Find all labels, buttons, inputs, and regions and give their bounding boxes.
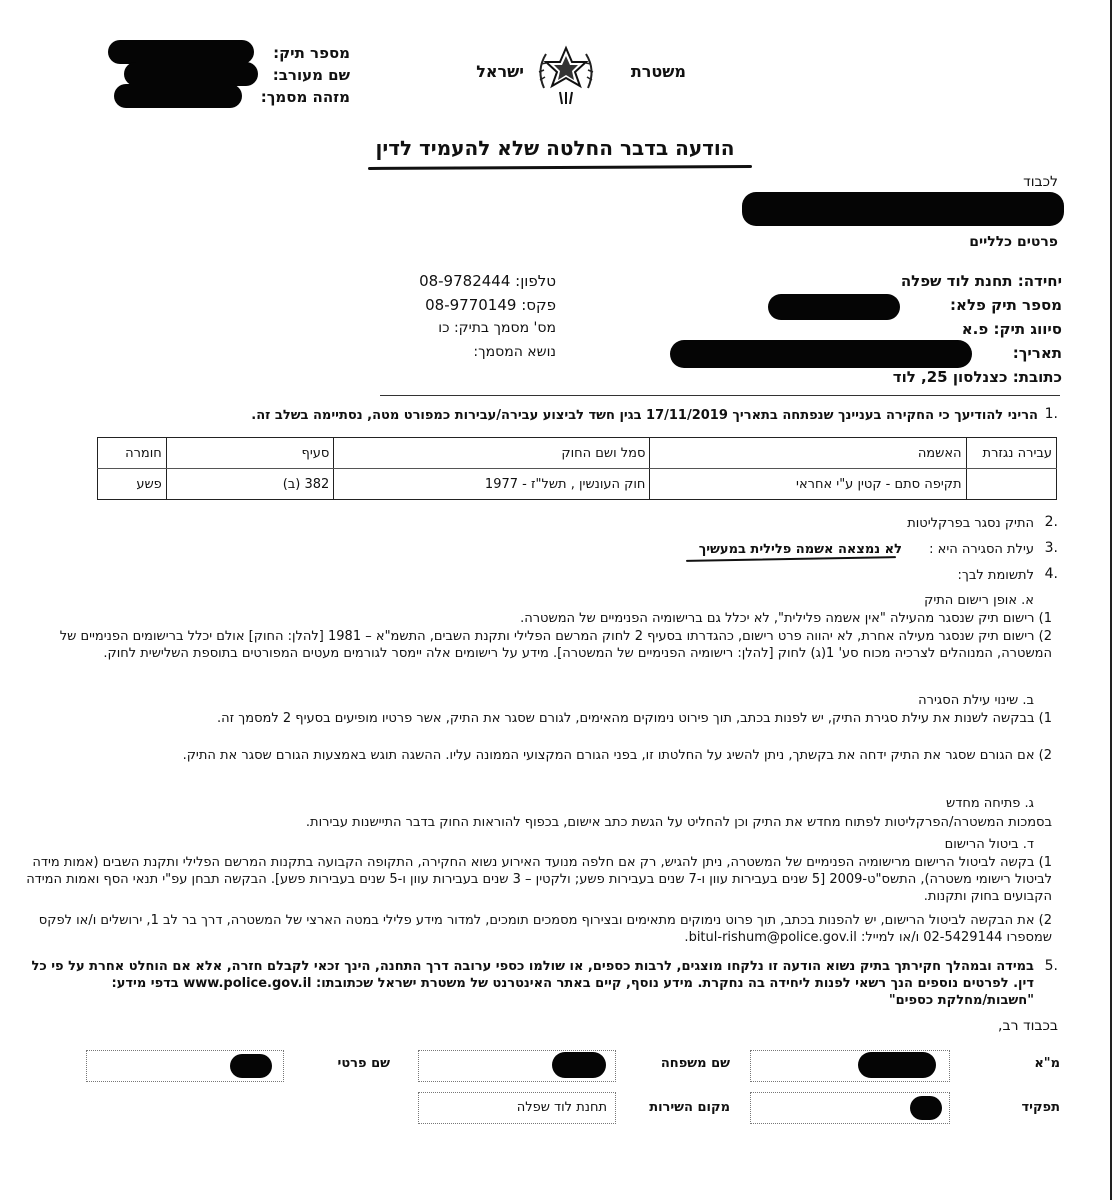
item-5-number: 5. [1044,958,1058,974]
redaction-date [670,340,972,368]
table-row [98,469,1057,500]
last-name-label: שם משפחה [660,1056,730,1071]
item-1-number: 1. [1044,406,1058,422]
phone-field: טלפון: 08-9782444 [419,272,556,290]
suspect-label: שם מעורב: [272,66,350,84]
item-4-number: 4. [1044,566,1058,582]
section-d-2: 2) את הבקשה לביטול הרישום, יש להפנות בכתב, תוך פרוט נימוקים מתאימים ובצירוף מסמכים תומכים, למדור מידע פלילי במטה הארצי של המשטרה, דרך בר לב 1, ירושלים ו/או לפקס שמספרו 02-5429144 ו/או למייל: bitul-rishum@police.gov.il. [38,913,1052,945]
service-label: מקום השירות [649,1100,730,1115]
classification-field: סיווג תיק: פ.א [961,320,1062,338]
ma-label: מ"א [1034,1056,1060,1071]
redaction-first-name [230,1054,272,1078]
table-header: עבירה נגזרת [966,438,1056,469]
police-emblem-icon [530,40,602,112]
address-field: כתובת: כצנלסון 25, לוד [892,368,1062,386]
item-3-reason: לא נמצאה אשמה פלילית במעשיך [698,542,902,557]
to-label: לכבוד [1023,174,1058,190]
section-b-2: 2) אם הגורם שסגר את התיק ידחה את בקשתך, ניתן להשיג על החלטתו זו, בפני הגורם המקצועי הממונה עליו. ההשגה תוגש באמצעות הגורם שסגר את התיק. [182,748,1052,763]
doc-id-label: מזהה מסמך: [260,88,350,106]
table-header: האשמה [650,438,966,469]
item-3-number: 3. [1044,540,1058,556]
table-cell: 382 (ב) [166,469,334,500]
redaction-ma [858,1052,936,1078]
unit-field: יחידה: תחנת לוד שפלה [900,272,1062,290]
section-b-1: 1) בבקשה לשנות את עילת סגירת התיק, יש לפנות בכתב, תוך פירוט נימוקים מהאימים, לגורם שסגר את התיק, אשר פרטיו מופיעים בסעיף 2 למסמך זה. [217,711,1052,726]
service-value: תחנת לוד שפלה [516,1100,607,1115]
general-details-label: פרטים כלליים [969,234,1058,250]
table-header: חומרה [98,438,167,469]
role-label: תפקיד [1021,1100,1060,1115]
redaction-pela-no [768,294,900,320]
file-no-label: מספר תיק: [273,44,350,62]
doc-count-field: מס' מסמך בתיק: כו [438,320,556,336]
redaction-suspect-name [124,62,258,86]
title-underline [368,165,752,170]
redaction-file-no [108,40,254,64]
first-name-label: שם פרטי [337,1056,390,1071]
table-header: סמל ושם החוק [334,438,650,469]
redaction-role [910,1096,942,1120]
item-5-text: במידה ובמהלך חקירתך בתיק נשוא הודעה זו נלקחו מוצגים, לרבות כספים, או שולמו כספי ערובה דרך התחנה, הינך זכאי לקבלם חזרה, אלא אם הוחלט אחרת על פי כל דין. לפרטים נוספים הנך רשאי לפנות ליחידה בה נחקרת. מידע נוסף, קיים באתר האינטרנט של משטרת ישראל שכתובתו: www.police.gov.il בדפי מידע: "חשבות/מחלקת כספים" [31,959,1034,1008]
divider-line [380,395,1060,396]
section-a-title: א. אופן רישום התיק [924,593,1034,608]
signoff: בכבוד רב, [998,1018,1058,1034]
section-d-1: 1) בקשה לביטול הרישום מרישומיה הפנימיים של המשטרה, ניתן להגיש, רק אם חלפה מנועד האירוע נשוא החקירה, התקופה הקבועה בתקנות המרשם הפלילי ותקנת השבים (אמות מידה לביטול רישומי משטרה), התשס"ט-2009 [5 שנים בעבירות עוון ו-7 שנים בעבירות פשע; ולקטין – 3 שנים בעבירות עוון ו-5 שנים בעבירות פשע]. הבקשה תבחן עפ"י תנאי הסף ואמות המידה הקבועים בחוק ותקנות. [26,855,1052,904]
item-1-text: הריני להודיעך כי החקירה בעניינך שנפתחה בתאריך 17/11/2019 בגין חשד לביצוע עבירה/עבירות כמפורט מטה, נסתיימה בשלב זה. [251,408,1038,423]
item-2-text: התיק נסגר בפרקליטות [907,516,1034,531]
section-b-title: ב. שינוי עילת הסגירה [918,693,1034,708]
table-header: סעיף [166,438,334,469]
redaction-recipient [742,192,1064,226]
section-c-title: ג. פתיחה מחדש [946,796,1034,811]
pela-no-label: מספר תיק פלא: [950,296,1062,314]
fax-field: פקס: 08-9770149 [425,296,556,314]
table-cell: חוק העונשין , תשל"ז - 1977 [334,469,650,500]
redaction-doc-id [114,84,242,108]
offenses-table [97,437,1057,500]
date-label: תאריך: [1012,344,1062,362]
table-cell: תקיפה סתם - קטין ע"י אחראי [650,469,966,500]
redaction-last-name [552,1052,606,1078]
subject-label: נושא המסמך: [473,344,556,360]
item-2-number: 2. [1044,514,1058,530]
section-a-2: 2) רישום תיק שנסגר מעילה אחרת, לא יהווה פרט רישום, כהגדרתו בסעיף 2 לחוק המרשם הפלילי ותקנת השבים, התשמ"א – 1981 [להלן: החוק] אולם יכלל ברישומים הפנימיים של המשטרה, המנוהלים לצרכיה מכוח סע' 1(ג) לחוק [להלן: רישומיה הפנימיים של המשטרה]. מידע על רישומים אלה יימסר לגורמים מעטים המפורטים בתוספת השלישית לחוק. [59,629,1052,661]
org-name-police: משטרת [630,62,686,81]
table-cell [966,469,1056,500]
section-d-title: ד. ביטול הרישום [944,837,1034,852]
section-a-1: 1) רישום תיק שנסגר מהעילה "אין אשמה פלילית", לא יכלל גם ברישומיה הפנימיים של המשטרה. [520,611,1052,626]
table-header-row [98,438,1057,469]
service-field [418,1092,616,1124]
item-4-text: לתשומת לבך: [957,568,1034,583]
item-3-label: עילת הסגירה היא : [929,542,1034,557]
org-name-israel: ישראל [476,62,524,81]
section-c-1: בסמכות המשטרה/הפרקליטות לפתוח מחדש את התיק וכן להחליט על הגשת כתב אישום, בכפוף להוראות החוק בדבר התיישנות עבירות. [305,815,1052,830]
table-cell: פשע [98,469,167,500]
document-title: הודעה בדבר החלטה שלא להעמיד לדין [375,136,735,160]
